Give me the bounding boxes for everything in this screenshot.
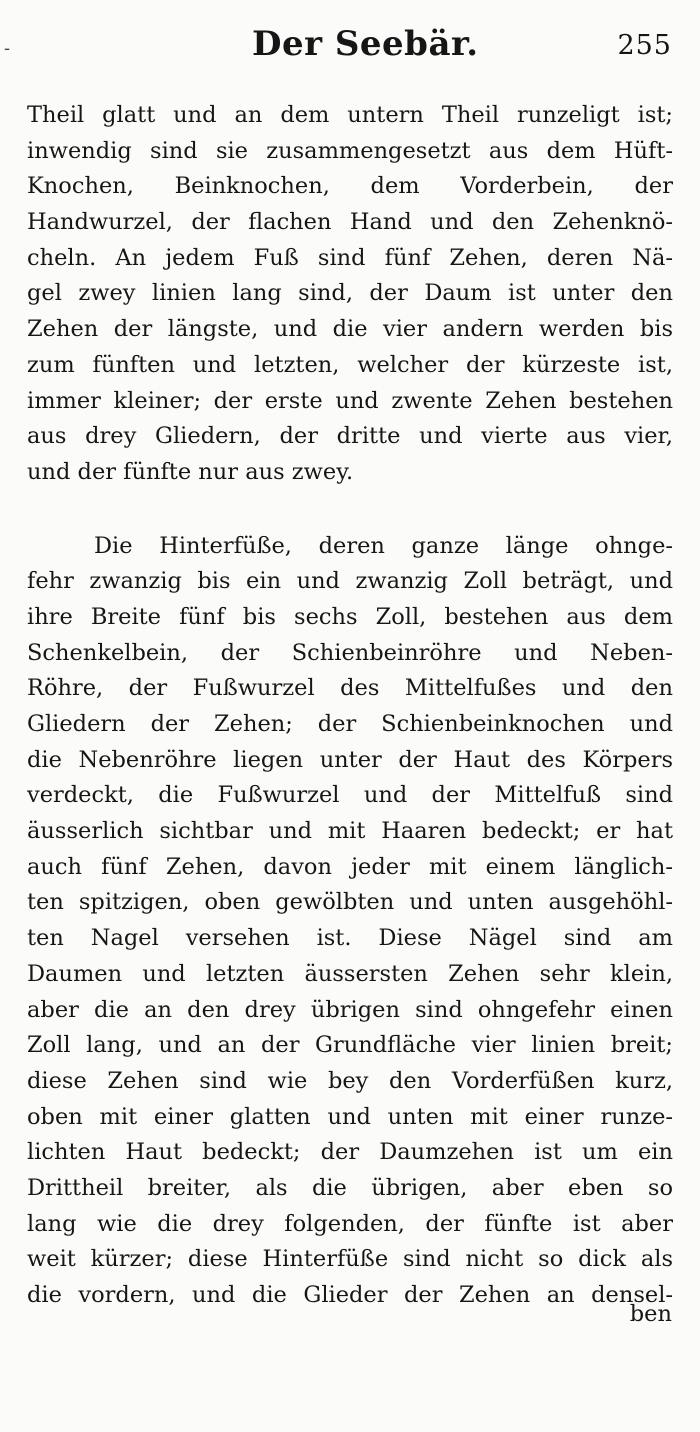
text-line: Schenkelbein, der Schienbeinröhre und Neben- (27, 639, 673, 666)
body-text (27, 98, 673, 1314)
text-line: Daumen und letzten äussersten Zehen sehr klein, (27, 960, 673, 987)
text-line: aus drey Gliedern, der dritte und vierte aus vier, (27, 423, 673, 450)
text-line: oben mit einer glatten und unten mit einer runze- (27, 1103, 673, 1130)
page-number: 255 (617, 30, 672, 61)
text-line: weit kürzer; diese Hinterfüße sind nicht so dick als (27, 1246, 673, 1273)
text-line: ten Nagel versehen ist. Diese Nägel sind am (27, 925, 673, 952)
text-line: Handwurzel, der flachen Hand und den Zehenknö- (27, 209, 673, 236)
text-line: zum fünften und letzten, welcher der kürzeste ist, (27, 351, 673, 378)
text-line: Gliedern der Zehen; der Schienbeinknochen und (27, 711, 673, 737)
text-line: ihre Breite fünf bis sechs Zoll, bestehen aus dem (27, 603, 673, 630)
text-line: fehr zwanzig bis ein und zwanzig Zoll beträgt, und (27, 568, 673, 595)
text-line: Zehen der längste, und die vier andern werden bis (27, 316, 673, 343)
text-line: verdeckt, die Fußwurzel und der Mittelfuß sind (27, 782, 673, 809)
text-line: cheln. An jedem Fuß sind fünf Zehen, deren Nä- (27, 244, 673, 271)
text-line: lang wie die drey folgenden, der fünfte ist aber (27, 1210, 673, 1237)
margin-mark: - (4, 38, 11, 59)
text-line: auch fünf Zehen, davon jeder mit einem länglich- (27, 853, 673, 880)
text-line: aber die an den drey übrigen sind ohngefehr einen (27, 996, 673, 1023)
text-line: ten spitzigen, oben gewölbten und unten ausgehöhl- (27, 889, 673, 916)
text-line: Knochen, Beinknochen, dem Vorderbein, der (27, 173, 673, 200)
text-line: die Nebenröhre liegen unter der Haut des Körpers (27, 746, 673, 773)
text-line: Theil glatt und an dem untern Theil runzeligt ist; (27, 102, 673, 128)
text-line: lichten Haut bedeckt; der Daumzehen ist um ein (27, 1139, 673, 1166)
text-line: diese Zehen sind wie bey den Vorderfüßen kurz, (27, 1067, 673, 1094)
text-line: Die Hinterfüße, deren ganze länge ohnge- (94, 532, 673, 559)
catchword: ben (629, 1301, 672, 1327)
page-header (0, 20, 700, 76)
text-line: Zoll lang, und an der Grundfläche vier linien breit; (27, 1032, 673, 1059)
text-line: inwendig sind sie zusammengesetzt aus dem Hüft- (27, 137, 673, 164)
text-line: Röhre, der Fußwurzel des Mittelfußes und den (27, 675, 673, 702)
text-line: immer kleiner; der erste und zwente Zehen bestehen (27, 387, 673, 414)
text-line: Drittheil breiter, als die übrigen, aber eben so (27, 1174, 673, 1201)
text-line: die vordern, und die Glieder der Zehen an densel- (27, 1282, 673, 1308)
paragraph-2 (27, 529, 673, 1314)
text-line: äusserlich sichtbar und mit Haaren bedeckt; er hat (27, 818, 673, 845)
paragraph-1 (27, 98, 673, 491)
paragraph-gap (27, 491, 673, 529)
text-line: gel zwey linien lang sind, der Daum ist unter den (27, 280, 673, 307)
text-line: und der fünfte nur aus zwey. (27, 458, 354, 485)
running-title: Der Seebär. (252, 24, 479, 64)
